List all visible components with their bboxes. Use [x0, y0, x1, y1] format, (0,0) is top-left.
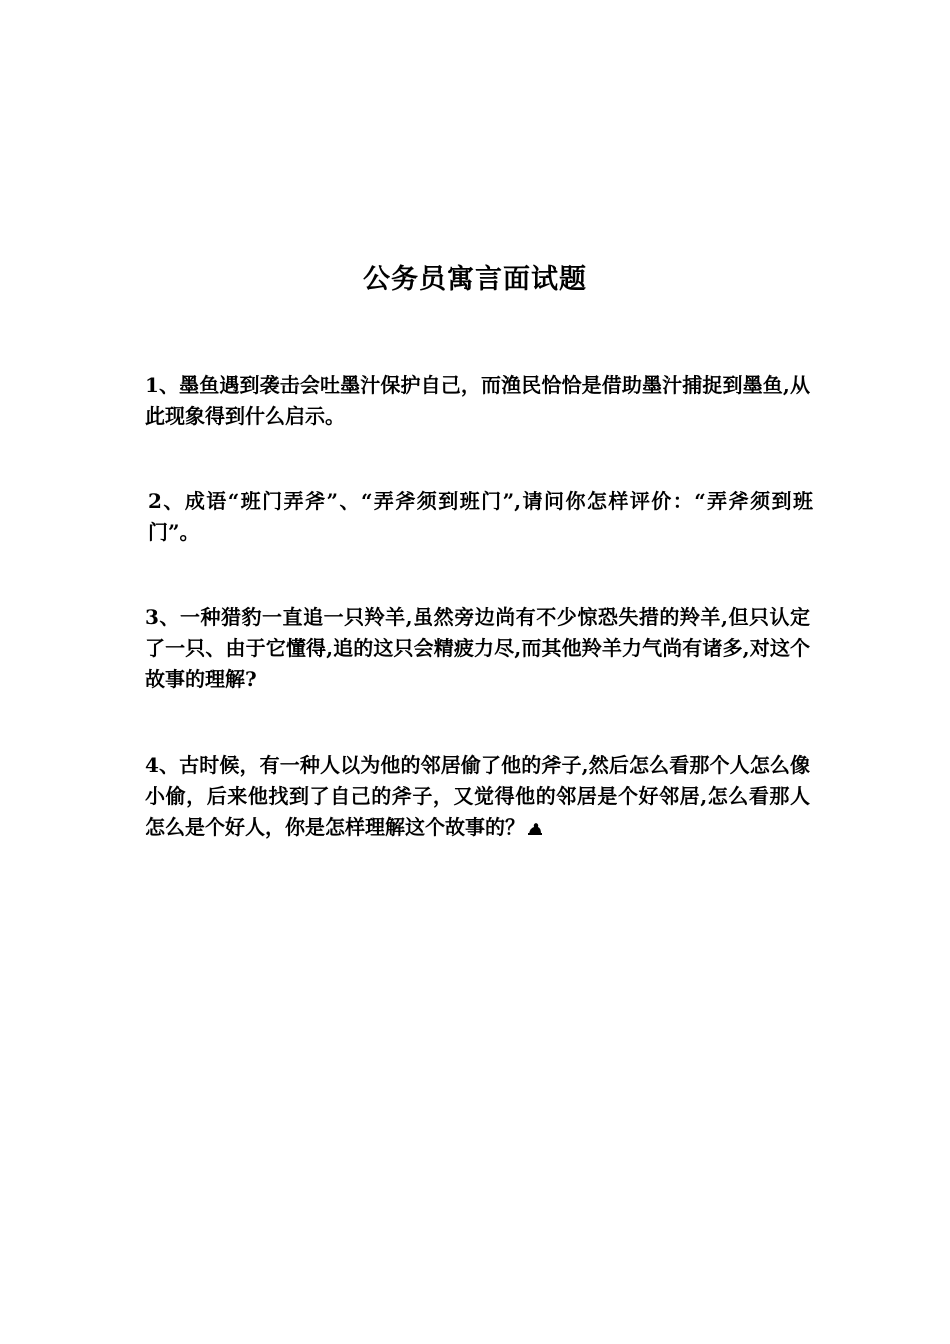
question-3	[145, 602, 810, 695]
question-4	[145, 750, 810, 843]
question-1	[145, 370, 810, 432]
paragraph-mark-icon	[527, 814, 543, 828]
question-3-text: 3、一种猎豹一直追一只羚羊,虽然旁边尚有不少惊恐失措的羚羊,但只认定了一只、由于它懂得,追的这只会精疲力尽,而其他羚羊力气尚有诸多,对这个故事的理解?	[145, 605, 810, 691]
question-1-text: 1、墨鱼遇到袭击会吐墨汁保护自己，而渔民恰恰是借助墨汁捕捉到墨鱼,从此现象得到什么启示。	[145, 373, 810, 428]
question-4-text: 4、古时候，有一种人以为他的邻居偷了他的斧子,然后怎么看那个人怎么像小偷，后来他找到了自己的斧子，又觉得他的邻居是个好邻居,怎么看那人怎么是个好人，你是怎样理解这个故事的？	[145, 753, 810, 839]
document-title: 公务员寓言面试题	[363, 264, 587, 295]
question-2-text: 2、成语“班门弄斧”、“弄斧须到班门”,请问你怎样评价：“弄斧须到班门”。	[148, 489, 813, 544]
question-2	[148, 486, 813, 548]
